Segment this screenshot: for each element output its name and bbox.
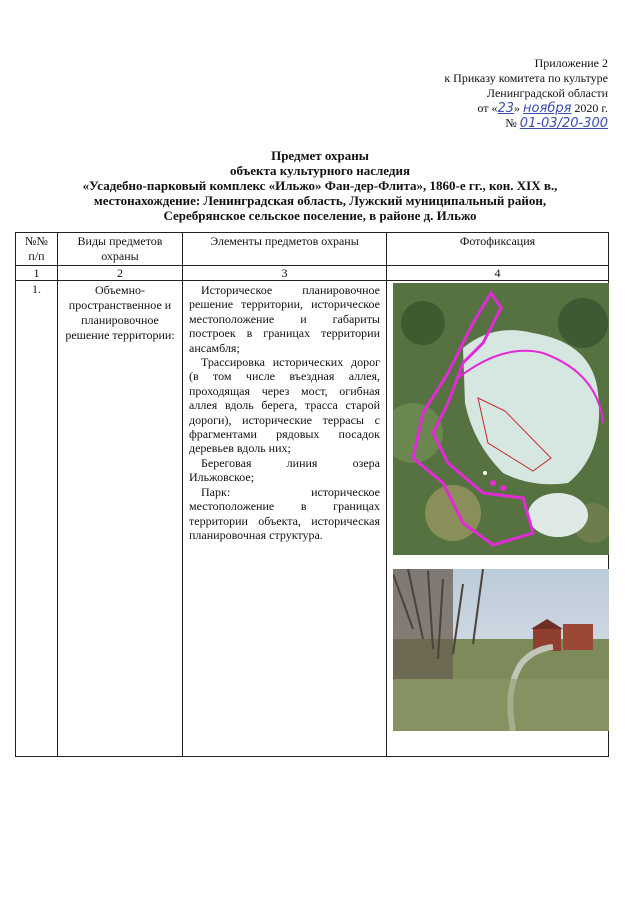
table-row	[16, 281, 609, 757]
appendix-region: Ленинградской области	[486, 86, 608, 100]
header-elements: Элементы предметов охраны	[183, 233, 387, 266]
title-line-4: местонахождение: Ленинградская область, Лужский муниципальный район,	[93, 193, 547, 208]
park-photo-image	[393, 569, 609, 731]
header-photo: Фотофиксация	[387, 233, 609, 266]
row-photos	[387, 281, 609, 757]
row-number: 1.	[16, 281, 58, 757]
title-line-3: «Усадебно-парковый комплекс «Ильжо» Фан-дер-Флита», 1860-е гг., кон. XIX в.,	[82, 178, 558, 193]
order-number: 01-03/20-300	[519, 116, 608, 131]
element-1: Историческое планировочное решение территории, историческое местоположение и габариты построек в границах территории ансамбля;	[189, 283, 380, 355]
appendix-order: к Приказу комитета по культуре	[444, 71, 608, 85]
element-4: Парк: историческое местоположение в границах территории объекта, историческая планировочная структура.	[189, 484, 380, 542]
satellite-map-image	[393, 283, 609, 555]
appendix-block	[444, 56, 608, 131]
title-line-5: Серебрянское сельское поселение, в районе д. Ильжо	[163, 208, 477, 223]
title-line-2: объекта культурного наследия	[230, 163, 410, 178]
date-month: ноября	[523, 101, 572, 116]
document-title	[0, 148, 640, 223]
column-number-row: 1 2 3 4	[16, 266, 609, 281]
element-3: Береговая линия озера Ильжовское;	[189, 455, 380, 485]
element-2: Трассировка исторических дорог (в том числе въездная аллея, проходящая через мост, огибная аллея вдоль берега, трасса старой дороги), исторические террасы с фрагментами рядовых посадок деревьев вдоль них;	[189, 355, 380, 456]
table-header-row	[16, 233, 609, 266]
header-types: Виды предметов охраны	[58, 233, 183, 266]
appendix-number: № 01-03/20-300	[505, 116, 608, 131]
appendix-title: Приложение 2	[534, 56, 608, 70]
row-elements	[183, 281, 387, 757]
title-line-1: Предмет охраны	[271, 148, 369, 163]
header-num: №№ п/п	[16, 233, 58, 266]
row-type: Объемно-пространственное и планировочное решение территории:	[58, 281, 183, 757]
date-day: 23	[497, 101, 515, 116]
appendix-date: от «23» ноября 2020 г.	[477, 101, 608, 116]
protection-table	[15, 232, 609, 757]
